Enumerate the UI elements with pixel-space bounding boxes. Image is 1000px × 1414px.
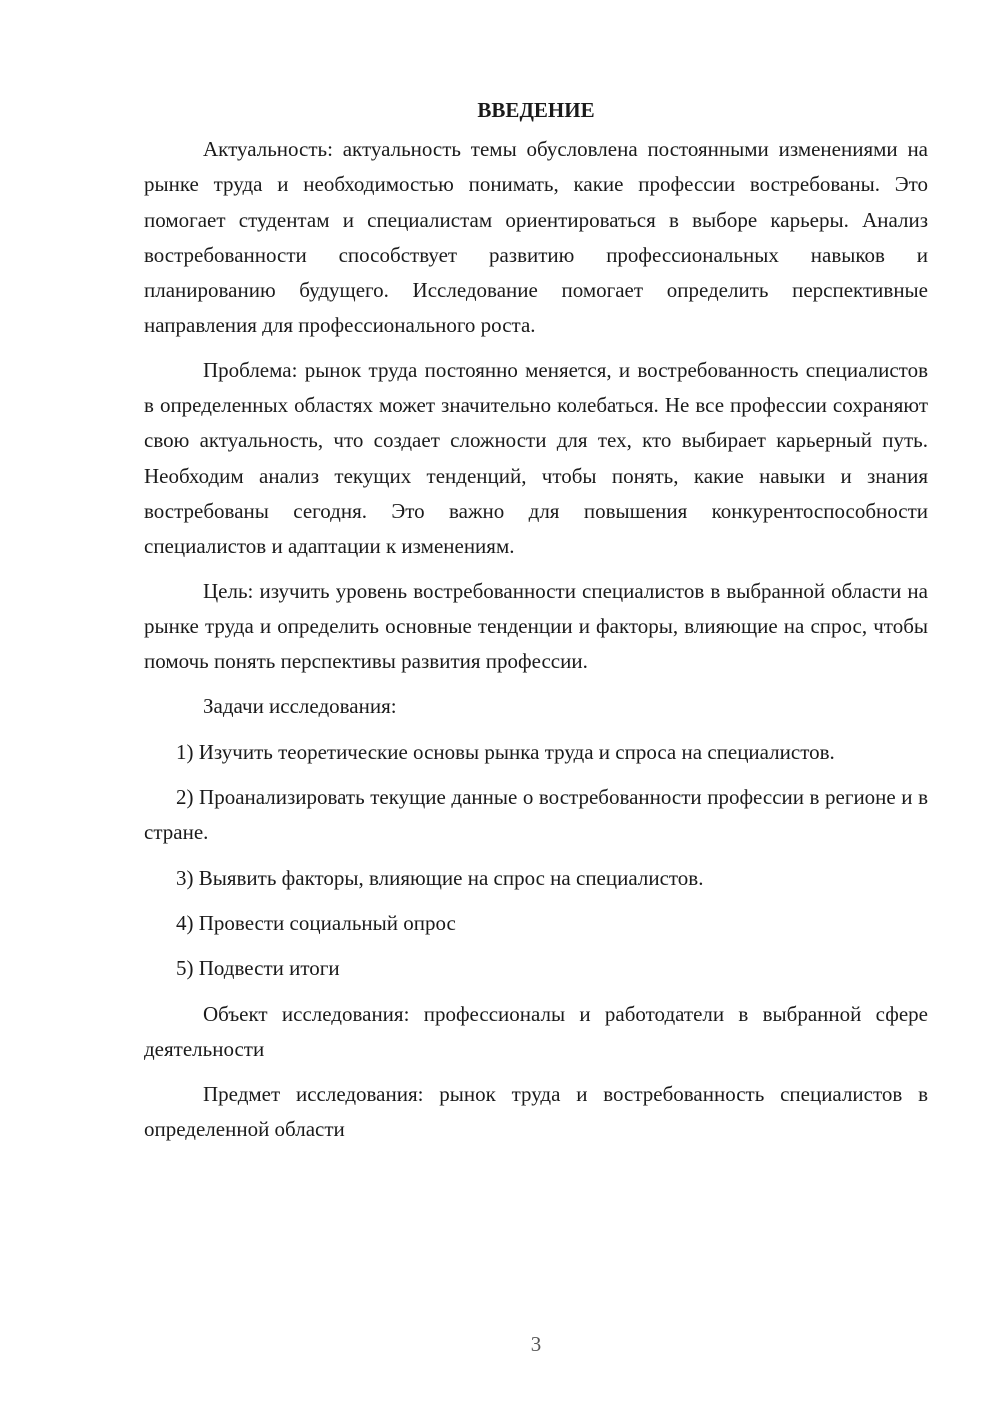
page-number: 3 (530, 1332, 542, 1356)
paragraph-tasks-heading: Задачи исследования: (203, 694, 397, 719)
task-item-4: 4) Провести социальный опрос (176, 910, 456, 935)
task-item-5: 5) Подвести итоги (176, 956, 340, 981)
task-item-3: 3) Выявить факторы, влияющие на спрос на специалистов. (176, 865, 704, 890)
task-item-1: 1) Изучить теоретические основы рынка труда и спроса на специалистов. (176, 739, 835, 764)
paragraph-relevance: Актуальность: актуальность темы обусловлена постоянными изменениями на рынке труда и необходимостью понимать, какие профессии востребованы. Это помогает студентам и специалистам ориентироваться в выборе карьеры. Анализ востребованности способствует развитию профессиональных навыков и планированию будущего. Исследование помогает определить перспективные направления для профессионального роста. (144, 137, 928, 338)
paragraph-subject: Предмет исследования: рынок труда и востребованность специалистов в определенной области (144, 1082, 928, 1142)
paragraph-problem: Проблема: рынок труда постоянно меняется, и востребованность специалистов в определенных областях может значительно колебаться. Не все профессии сохраняют свою актуальность, что создает сложности для тех, кто выбирает карьерный путь. Необходим анализ текущих тенденций, чтобы понять, какие навыки и знания востребованы сегодня. Это важно для повышения конкурентоспособности специалистов и адаптации к изменениям. (144, 357, 928, 559)
task-item-2: 2) Проанализировать текущие данные о востребованности профессии в регионе и в стране. (144, 785, 928, 845)
paragraph-goal: Цель: изучить уровень востребованности специалистов в выбранной области на рынке труда и определить основные тенденции и факторы, влияющие на спрос, чтобы помочь понять перспективы развития профессии. (144, 578, 928, 674)
paragraph-object: Объект исследования: профессионалы и работодатели в выбранной сфере деятельности (144, 1001, 928, 1061)
document-page (144, 92, 928, 1148)
section-title: ВВЕДЕНИЕ (477, 98, 595, 122)
